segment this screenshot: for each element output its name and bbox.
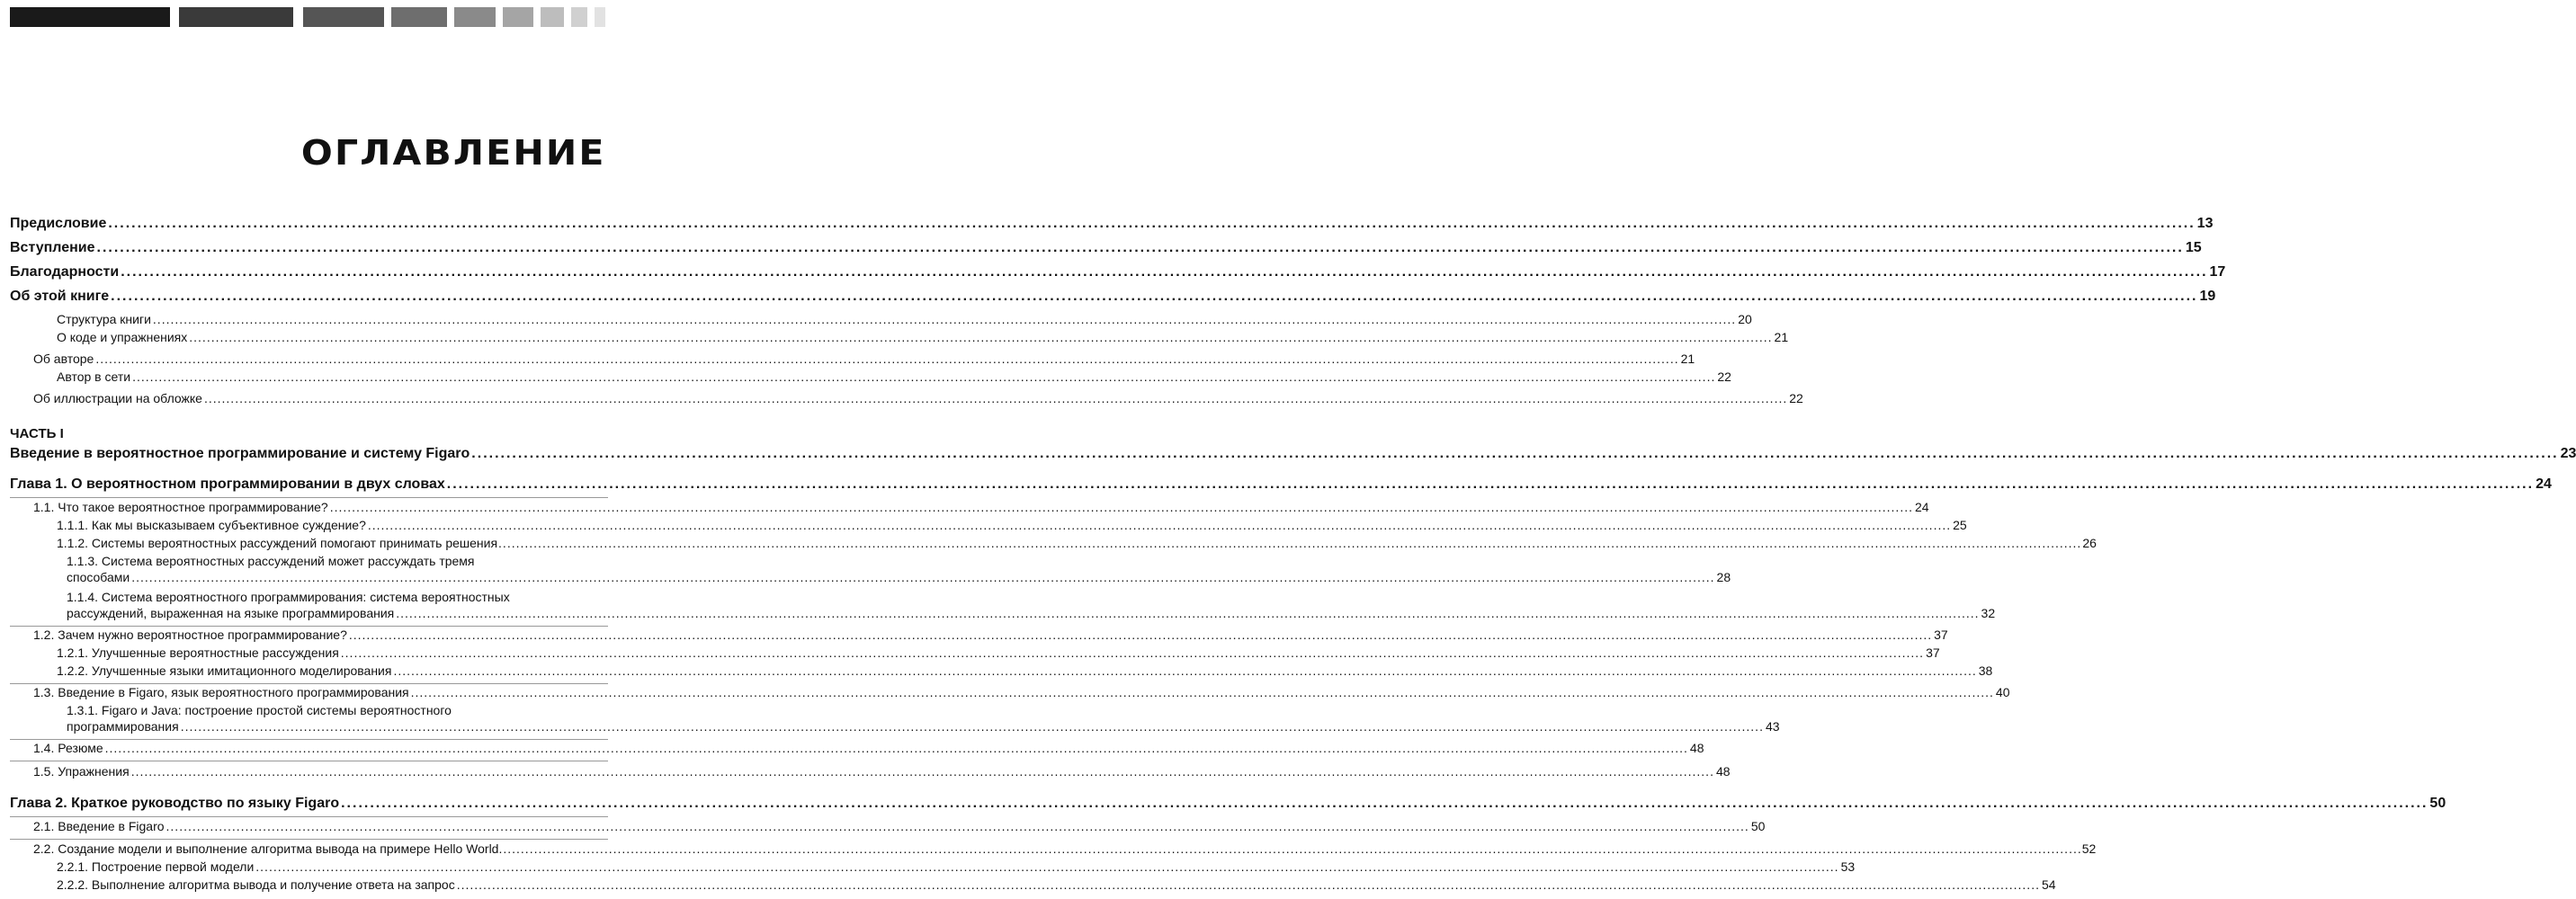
toc-page: 28 — [1716, 570, 1731, 584]
toc-entry-2-2-1[interactable] — [57, 859, 1856, 874]
divider — [10, 497, 608, 498]
toc-entry-2-1[interactable] — [33, 819, 1766, 833]
toc-entry-about-book[interactable] — [10, 289, 2216, 305]
toc-label: 1.2. Зачем нужно вероятностное программирование? — [33, 628, 347, 642]
toc-label: 1.1.1. Как мы высказываем субъективное суждение? — [57, 518, 366, 532]
toc-page: 48 — [1715, 764, 1731, 779]
toc-page: 21 — [1774, 330, 1789, 344]
toc-page: 20 — [1738, 312, 1752, 326]
header-decorative-bar — [10, 7, 613, 27]
bar-segment — [503, 7, 533, 27]
toc-label: 1.1. Что такое вероятностное программирование? — [33, 500, 328, 514]
toc-label: Структура книги — [57, 312, 151, 326]
bar-segment — [10, 7, 170, 27]
toc-label: 2.2. Создание модели и выполнение алгоритма вывода на примере Hello World — [33, 841, 499, 856]
toc-page: 37 — [1934, 628, 1948, 642]
toc-entry-1-4[interactable] — [33, 741, 1704, 755]
part-heading: ЧАСТЬ I — [10, 426, 64, 441]
toc-label: 1.5. Упражнения — [33, 764, 130, 779]
toc-entry-part1[interactable] — [10, 446, 2576, 462]
toc-page: 13 — [2196, 216, 2214, 231]
toc-label: Благодарности — [10, 264, 120, 280]
toc-page: 15 — [2185, 240, 2202, 255]
toc-entry-1-2-1[interactable] — [57, 645, 1940, 660]
toc-page: 22 — [1717, 369, 1731, 384]
toc-page: 32 — [1981, 606, 1996, 620]
bar-segment — [595, 7, 605, 27]
toc-entry-intro[interactable] — [10, 240, 2202, 256]
toc-label: Глава 1. О вероятностном программировании в двух словах — [10, 476, 445, 492]
toc-page: 50 — [2429, 796, 2446, 811]
toc-page: 26 — [2082, 536, 2097, 550]
toc-entry-1-3-1[interactable] — [67, 719, 1780, 734]
toc-entry-preface[interactable] — [10, 216, 2214, 232]
toc-entry-1-2-2[interactable] — [57, 663, 1993, 678]
toc-label: 2.1. Введение в Figaro — [33, 819, 165, 833]
toc-page: 52 — [2081, 841, 2097, 856]
toc-entry-author-online[interactable] — [57, 369, 1731, 384]
toc-entry-1-1-3-line1[interactable]: 1.1.3. Система вероятностных рассуждений может рассуждать тремя — [67, 554, 475, 568]
toc-entry-1-1-3[interactable] — [67, 570, 1731, 584]
toc-label: Об иллюстрации на обложке — [33, 391, 202, 405]
toc-entry-structure[interactable] — [57, 312, 1752, 326]
divider — [10, 683, 608, 684]
toc-page: 50 — [1750, 819, 1766, 833]
toc-label: 1.2.2. Улучшенные языки имитационного моделирования — [57, 663, 392, 678]
toc-label: О коде и упражнениях — [57, 330, 188, 344]
toc-page: 24 — [1915, 500, 1929, 514]
toc-page: 19 — [2199, 289, 2216, 304]
toc-entry-1-1-4-line1[interactable]: 1.1.4. Система вероятностного программирования: система вероятностных — [67, 590, 510, 604]
toc-entry-1-1-2[interactable] — [57, 536, 2097, 550]
toc-entry-chapter2[interactable] — [10, 796, 2446, 812]
toc-entry-1-1[interactable] — [33, 500, 1929, 514]
toc-entry-about-author[interactable] — [33, 352, 1695, 366]
page-title: ОГЛАВЛЕНИЕ — [301, 133, 606, 173]
toc-label: способами — [67, 570, 130, 584]
toc-page: 40 — [1995, 685, 2010, 699]
toc-page: 43 — [1765, 719, 1780, 734]
divider — [10, 839, 608, 840]
toc-label: 1.2.1. Улучшенные вероятностные рассуждения — [57, 645, 339, 660]
toc-page: 53 — [1840, 859, 1856, 874]
toc-page: 48 — [1689, 741, 1704, 755]
toc-entry-1-5[interactable] — [33, 764, 1731, 779]
bar-segment — [571, 7, 587, 27]
toc-page: 37 — [1926, 645, 1940, 660]
toc-entry-chapter1[interactable] — [10, 476, 2552, 493]
toc-page: 17 — [2209, 264, 2226, 280]
toc-entry-2-2-2[interactable] — [57, 877, 2056, 892]
toc-label: Об авторе — [33, 352, 94, 366]
bar-segment — [303, 7, 384, 27]
toc-label: 1.1.2. Системы вероятностных рассуждений помогают принимать решения — [57, 536, 498, 550]
toc-label: 1.3. Введение в Figaro, язык вероятностного программирования — [33, 685, 409, 699]
toc-entry-cover[interactable] — [33, 391, 1803, 405]
toc-entry-thanks[interactable] — [10, 264, 2226, 280]
toc-label: Глава 2. Краткое руководство по языку Figaro — [10, 796, 340, 811]
toc-label: Введение в вероятностное программирование и систему Figaro — [10, 446, 470, 461]
bar-segment — [179, 7, 293, 27]
toc-label: Предисловие — [10, 216, 107, 231]
toc-entry-1-1-4[interactable] — [67, 606, 1996, 620]
toc-entry-2-2[interactable] — [33, 841, 2097, 856]
toc-entry-code[interactable] — [57, 330, 1789, 344]
divider — [10, 739, 608, 740]
bar-segment — [391, 7, 447, 27]
toc-label: Вступление — [10, 240, 95, 255]
toc-label: 1.4. Резюме — [33, 741, 103, 755]
toc-label: программирования — [67, 719, 179, 734]
bar-segment — [454, 7, 496, 27]
toc-label: 2.2.2. Выполнение алгоритма вывода и получение ответа на запрос — [57, 877, 455, 892]
divider — [10, 816, 608, 817]
toc-entry-1-2[interactable] — [33, 628, 1948, 642]
toc-entry-1-3[interactable] — [33, 685, 2010, 699]
divider — [10, 626, 608, 627]
toc-label: рассуждений, выраженная на языке программирования — [67, 606, 395, 620]
toc-page: 23 — [2560, 446, 2576, 461]
toc-entry-1-1-1[interactable] — [57, 518, 1967, 532]
toc-label: Автор в сети — [57, 369, 131, 384]
toc-label: 2.2.1. Построение первой модели — [57, 859, 255, 874]
toc-page: 21 — [1680, 352, 1695, 366]
toc-page: 38 — [1978, 663, 1993, 678]
toc-label: Об этой книге — [10, 289, 110, 304]
toc-page: 22 — [1789, 391, 1803, 405]
toc-page: 54 — [2041, 877, 2056, 892]
toc-entry-1-3-1-line1[interactable]: 1.3.1. Figaro и Java: построение простой системы вероятностного — [67, 703, 452, 717]
toc-page: 24 — [2536, 476, 2552, 492]
toc-page: 25 — [1953, 518, 1967, 532]
bar-segment — [541, 7, 564, 27]
